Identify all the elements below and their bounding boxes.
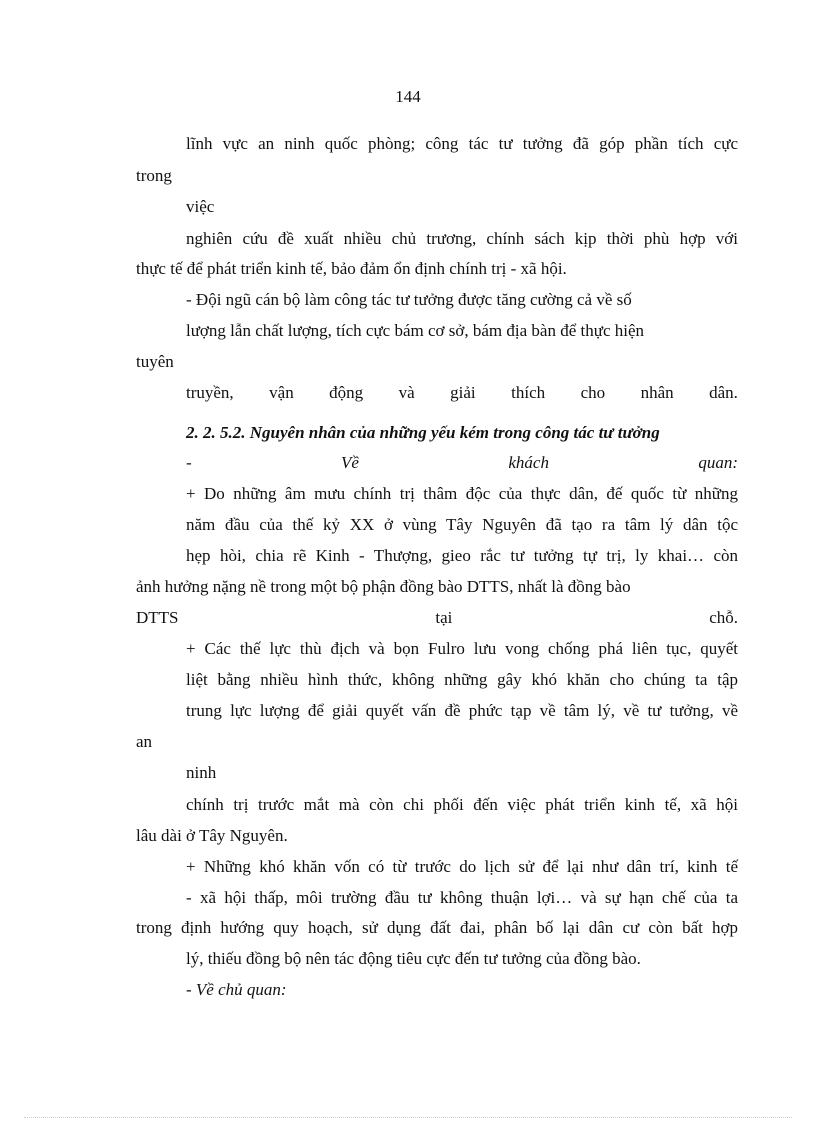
- word: quan:: [698, 453, 738, 472]
- word: khách: [508, 453, 549, 472]
- word: vận: [269, 383, 294, 402]
- text-line: ninh: [186, 763, 217, 782]
- text-line: + Các thế lực thù địch và bọn Fulro lưu vong chống phá liên tục, quyết: [186, 639, 738, 658]
- text-line: + Những khó khăn vốn có từ trước do lịch sử để lại như dân trí, kinh tế: [186, 857, 738, 876]
- word: truyền,: [186, 383, 234, 402]
- word: dân.: [709, 383, 738, 402]
- text-line: - Về chủ quan:: [186, 980, 287, 999]
- text-line: việc: [186, 197, 215, 216]
- text-line: trong: [136, 166, 172, 185]
- text-line: lâu dài ở Tây Nguyên.: [136, 826, 288, 845]
- text-line: liệt bằng nhiều hình thức, không những gây khó khăn cho chúng ta tập: [186, 670, 738, 689]
- word: và: [398, 383, 415, 402]
- word: giải: [450, 383, 476, 402]
- word: -: [186, 453, 192, 472]
- word: cho: [580, 383, 606, 402]
- word: động: [329, 383, 364, 402]
- text-line: hẹp hòi, chia rẽ Kinh - Thượng, gieo rắc tư tưởng tự trị, ly khai… còn: [186, 546, 738, 565]
- word: thích: [511, 383, 546, 402]
- text-line: [186, 453, 738, 473]
- word: DTTS: [136, 608, 179, 627]
- text-line: trung lực lượng để giải quyết vấn đề phức tạp về tâm lý, về tư tưởng, về: [186, 701, 738, 720]
- word: Về: [341, 453, 359, 472]
- text-line: lý, thiếu đồng bộ nên tác động tiêu cực đến tư tưởng của đồng bào.: [186, 949, 641, 968]
- word: tại: [435, 608, 453, 627]
- text-line: năm đầu của thế kỷ XX ở vùng Tây Nguyên đã tạo ra tâm lý dân tộc: [186, 515, 738, 534]
- text-line: - xã hội thấp, môi trường đầu tư không thuận lợi… và sự hạn chế của ta: [186, 888, 738, 907]
- text-line: an: [136, 732, 153, 751]
- text-line: [186, 383, 738, 403]
- text-line: tuyên: [136, 352, 174, 371]
- text-line: ảnh hưởng nặng nề trong một bộ phận đồng bào DTTS, nhất là đồng bào: [136, 577, 631, 596]
- text-line: thực tế để phát triển kinh tế, bảo đảm ổn định chính trị - xã hội.: [136, 259, 567, 278]
- text-line: [136, 608, 738, 628]
- text-line: 2. 2. 5.2. Nguyên nhân của những yếu kém trong công tác tư tưởng: [186, 423, 660, 442]
- text-line: nghiên cứu đề xuất nhiều chủ trương, chính sách kịp thời phù hợp với: [186, 229, 738, 248]
- page-bottom-rule: [24, 1117, 792, 1118]
- text-line: + Do những âm mưu chính trị thâm độc của thực dân, đế quốc từ những: [186, 484, 738, 503]
- word: chỗ.: [709, 608, 738, 627]
- text-line: lượng lẫn chất lượng, tích cực bám cơ sở, bám địa bàn để thực hiện: [186, 321, 645, 340]
- word: nhân: [640, 383, 674, 402]
- text-line: chính trị trước mắt mà còn chi phối đến việc phát triển kinh tế, xã hội: [186, 795, 738, 814]
- text-line: lĩnh vực an ninh quốc phòng; công tác tư tưởng đã góp phần tích cực: [186, 134, 738, 153]
- page-number: 144: [395, 87, 421, 106]
- text-line: trong định hướng quy hoạch, sử dụng đất đai, phân bố lại dân cư còn bất hợp: [136, 918, 738, 937]
- text-line: - Đội ngũ cán bộ làm công tác tư tưởng được tăng cường cả về số: [186, 290, 632, 309]
